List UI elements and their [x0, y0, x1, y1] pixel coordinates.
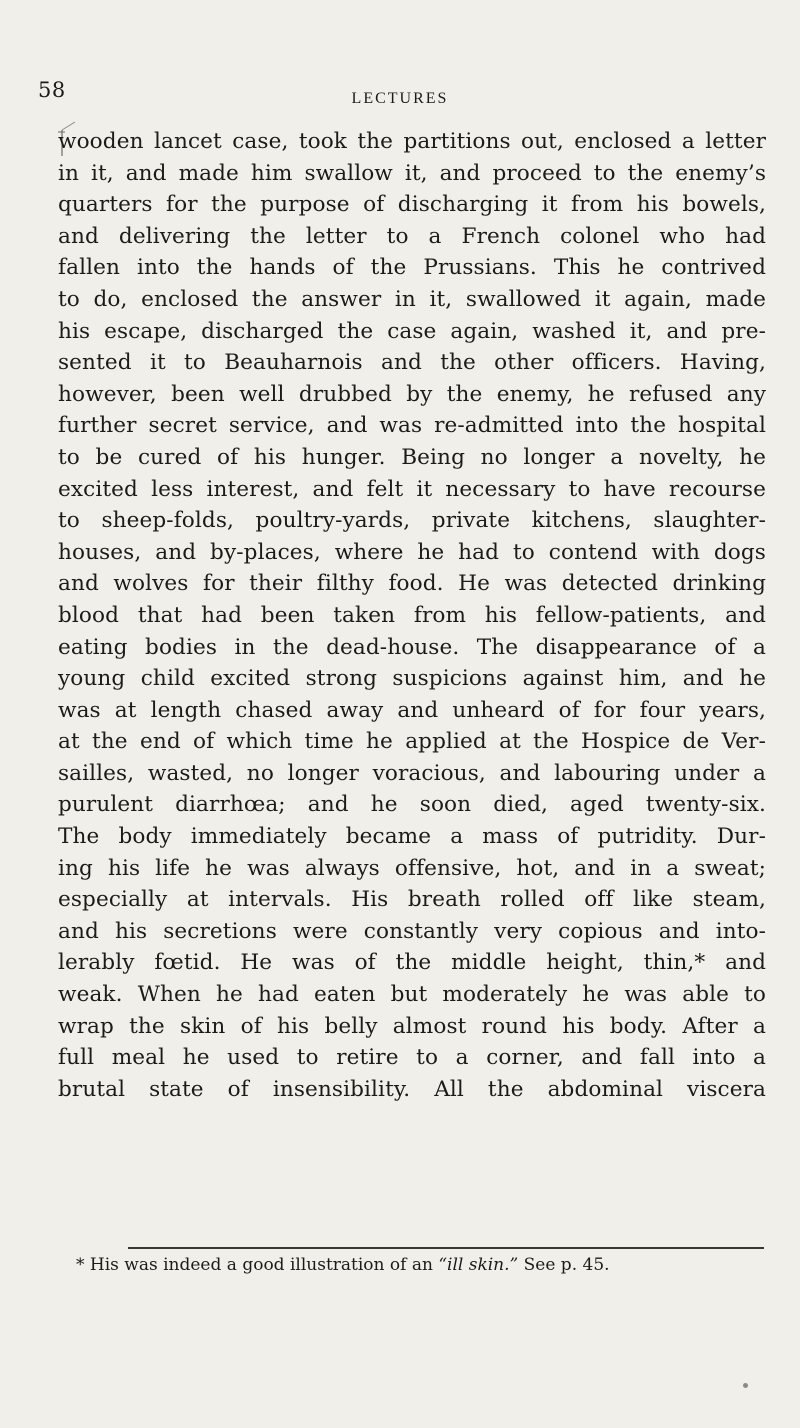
text-line: fallen into the hands of the Prussians. This he contrived: [58, 255, 766, 281]
footnote-italic-text: “ill skin.”: [438, 1255, 519, 1275]
text-line: to be cured of his hunger. Being no longer a novelty, he: [58, 444, 766, 470]
text-line: to sheep-folds, poultry-yards, private kitchens, slaughter-: [58, 508, 766, 534]
text-line: sailles, wasted, no longer voracious, and labouring under a: [58, 760, 766, 786]
text-line: full meal he used to retire to a corner, and fall into a: [58, 1045, 766, 1071]
paper-speck: [743, 1383, 748, 1388]
text-line: lerably fœtid. He was of the middle height, thin,* and: [58, 950, 766, 976]
text-line: and delivering the letter to a French colonel who had: [58, 223, 766, 249]
footnote-rule: [128, 1247, 764, 1249]
text-line: in it, and made him swallow it, and proceed to the enemy’s: [58, 160, 766, 186]
text-line: young child excited strong suspicions against him, and he: [58, 666, 766, 692]
text-line: quarters for the purpose of discharging it from his bowels,: [58, 192, 766, 218]
text-line: at the end of which time he applied at the Hospice de Ver-: [58, 729, 766, 755]
text-line: eating bodies in the dead-house. The disappearance of a: [58, 634, 766, 660]
text-line: wrap the skin of his belly almost round his body. After a: [58, 1013, 766, 1039]
body-text: [58, 126, 766, 1105]
text-line: ing his life he was always offensive, hot, and in a sweat;: [58, 855, 766, 881]
text-line: sented it to Beauharnois and the other officers. Having,: [58, 350, 766, 376]
footnote-text: * His was indeed a good illustration of an: [76, 1255, 439, 1275]
footnote: [76, 1253, 766, 1277]
text-line: wooden lancet case, took the partitions out, enclosed a letter: [58, 129, 766, 154]
text-line: weak. When he had eaten but moderately he was able to: [58, 982, 766, 1008]
text-line: brutal state of insensibility. All the abdominal viscera: [58, 1076, 766, 1102]
text-line: houses, and by-places, where he had to contend with dogs: [58, 539, 766, 565]
page-number: 58: [38, 78, 66, 102]
text-line: purulent diarrhœa; and he soon died, aged twenty-six.: [58, 792, 766, 818]
text-line: blood that had been taken from his fellow-patients, and: [58, 602, 766, 628]
text-line: especially at intervals. His breath rolled off like steam,: [58, 887, 766, 913]
text-line: however, been well drubbed by the enemy, he refused any: [58, 381, 766, 407]
text-line: and wolves for their filthy food. He was detected drinking: [58, 571, 766, 597]
text-line: excited less interest, and felt it necessary to have recourse: [58, 476, 766, 502]
text-line: The body immediately became a mass of putridity. Dur-: [58, 824, 766, 850]
text-line: his escape, discharged the case again, washed it, and pre-: [58, 318, 766, 344]
running-head: LECTURES: [351, 90, 449, 107]
footnote-reference: See p. 45.: [518, 1255, 610, 1275]
text-line: to do, enclosed the answer in it, swallowed it again, made: [58, 286, 766, 312]
text-line: further secret service, and was re-admitted into the hospital: [58, 413, 766, 439]
text-line: and his secretions were constantly very copious and into-: [58, 918, 766, 944]
text-line: was at length chased away and unheard of for four years,: [58, 697, 766, 723]
